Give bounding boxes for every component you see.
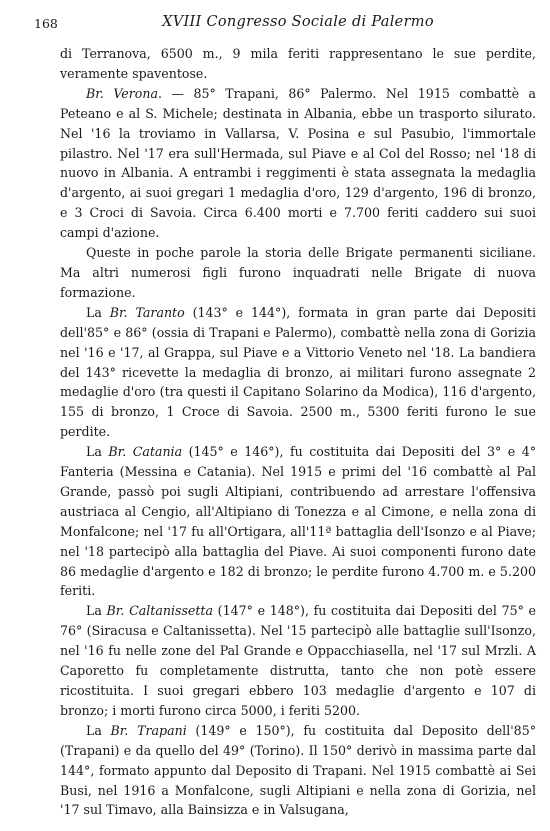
- paragraph-text: Queste in poche parole la storia delle Brigate permanenti siciliane. Ma altri numerosi figli furono inquadrati nelle Brigate di nuova formazione.: [60, 245, 536, 300]
- paragraph-text: La: [86, 722, 111, 738]
- paragraph-text: di Terranova, 6500 m., 9 mila feriti rappresentano le sue perdite, veramente spaventose.: [60, 46, 536, 81]
- brigade-name: Br. Taranto: [109, 304, 185, 320]
- paragraph-text: (147° e 148°), fu costituita dai Depositi del 75° e 76° (Siracusa e Caltanissetta). Nel '15 partecipò alle battaglie sull'Isonzo, nel '16 fu nelle zone del Pal Grande e Oppacchiasella, nel '17 sul Mrzli. A Caporetto fu completamente distrutta, tanto che non potè essere ricostituita. I suoi gregari ebbero 103 medaglie d'argento e 107 di bronzo; i morti furono circa 5000, i feriti 5200.: [60, 603, 537, 718]
- paragraph-text: La: [86, 444, 109, 460]
- running-title: XVIII Congresso Sociale di Palermo: [162, 14, 434, 30]
- paragraph-text: (143° e 144°), formata in gran parte dai Depositi dell'85° e 86° (ossia di Trapani e Palermo), combattè nella zona di Gorizia nel '16 e '17, al Grappa, sul Piave e a Vittorio Veneto nel '18. La bandiera del 143° ricevette la medaglia di bronzo, ai militari furono assegnate 2 medaglie d'oro (tra questi il Capitano Solarino da Modica), 116 d'argento, 155 di bronzo, 1 Croce di Savoia. 2500 m., 5300 feriti furono le sue perdite.: [60, 304, 537, 440]
- paragraph: [60, 601, 536, 720]
- paragraph: [60, 243, 536, 303]
- paragraph-text: La: [86, 603, 107, 619]
- paragraph: [60, 44, 536, 84]
- brigade-name: Br. Verona: [86, 85, 158, 101]
- paragraph-text: . — 85° Trapani, 86° Palermo. Nel 1915 combattè a Peteano e al S. Michele; destinata in Albania, ebbe un trasporto silurato. Nel '16 la troviamo in Vallarsa, V. Posina e sul Pasubio, l'immortale pilastro. Nel '17 era sull'Hermada, sul Piave e al Col del Rosso; nel '18 di nuovo in Albania. A entrambi i reggimenti è stata assegnata la medaglia d'argento, ai suoi gregari 1 medaglia d'oro, 129 d'argento, 196 di bronzo, e 3 Croci di Savoia. Circa 6.400 morti e 7.700 feriti caddero sui suoi campi d'azione.: [60, 85, 536, 241]
- brigade-name: Br. Catania: [108, 444, 183, 460]
- paragraph-text: La: [86, 304, 110, 320]
- paragraph: [60, 721, 536, 821]
- brigade-name: Br. Caltanissetta: [106, 603, 213, 619]
- paragraph-text: (145° e 146°), fu costituita dai Depositi del 3° e 4° Fanteria (Messina e Catania). Nel 1915 e primi del '16 combattè al Pal Grande, passò poi sugli Altipiani, contribuendo ad arrestare l'offensiva austriaca al Cengio, all'Altipiano di Tonezza e al Cimone, e nella zona di Monfalcone; nel '17 fu all'Ortigara, all'11ª battaglia dell'Isonzo e al Piave; nel '18 partecipò alla battaglia del Piave. Ai suoi componenti furono date 86 medaglie d'argento e 182 di bronzo; le perdite furono 4.700 m. e 5.200 feriti.: [60, 444, 537, 599]
- paragraph: [60, 84, 536, 243]
- brigade-name: Br. Trapani: [110, 722, 187, 738]
- paragraph-text: (149° e 150°), fu costituita dal Deposito dell'85° (Trapani) e da quello del 49° (Torino). Il 150° derivò in massima parte dal 144°, formato appunto dal Deposito di Trapani. Nel 1915 combattè ai Sei Busi, nel 1916 a Monfalcone, sugli Altipiani e nella zona di Gorizia, nel '17 sul Timavo, alla Bainsizza e in Valsugana,: [60, 722, 537, 818]
- paragraph: [60, 303, 536, 442]
- body-text: [60, 44, 536, 820]
- page-header: [34, 14, 536, 36]
- page-number: 168: [34, 16, 58, 31]
- paragraph: [60, 442, 536, 601]
